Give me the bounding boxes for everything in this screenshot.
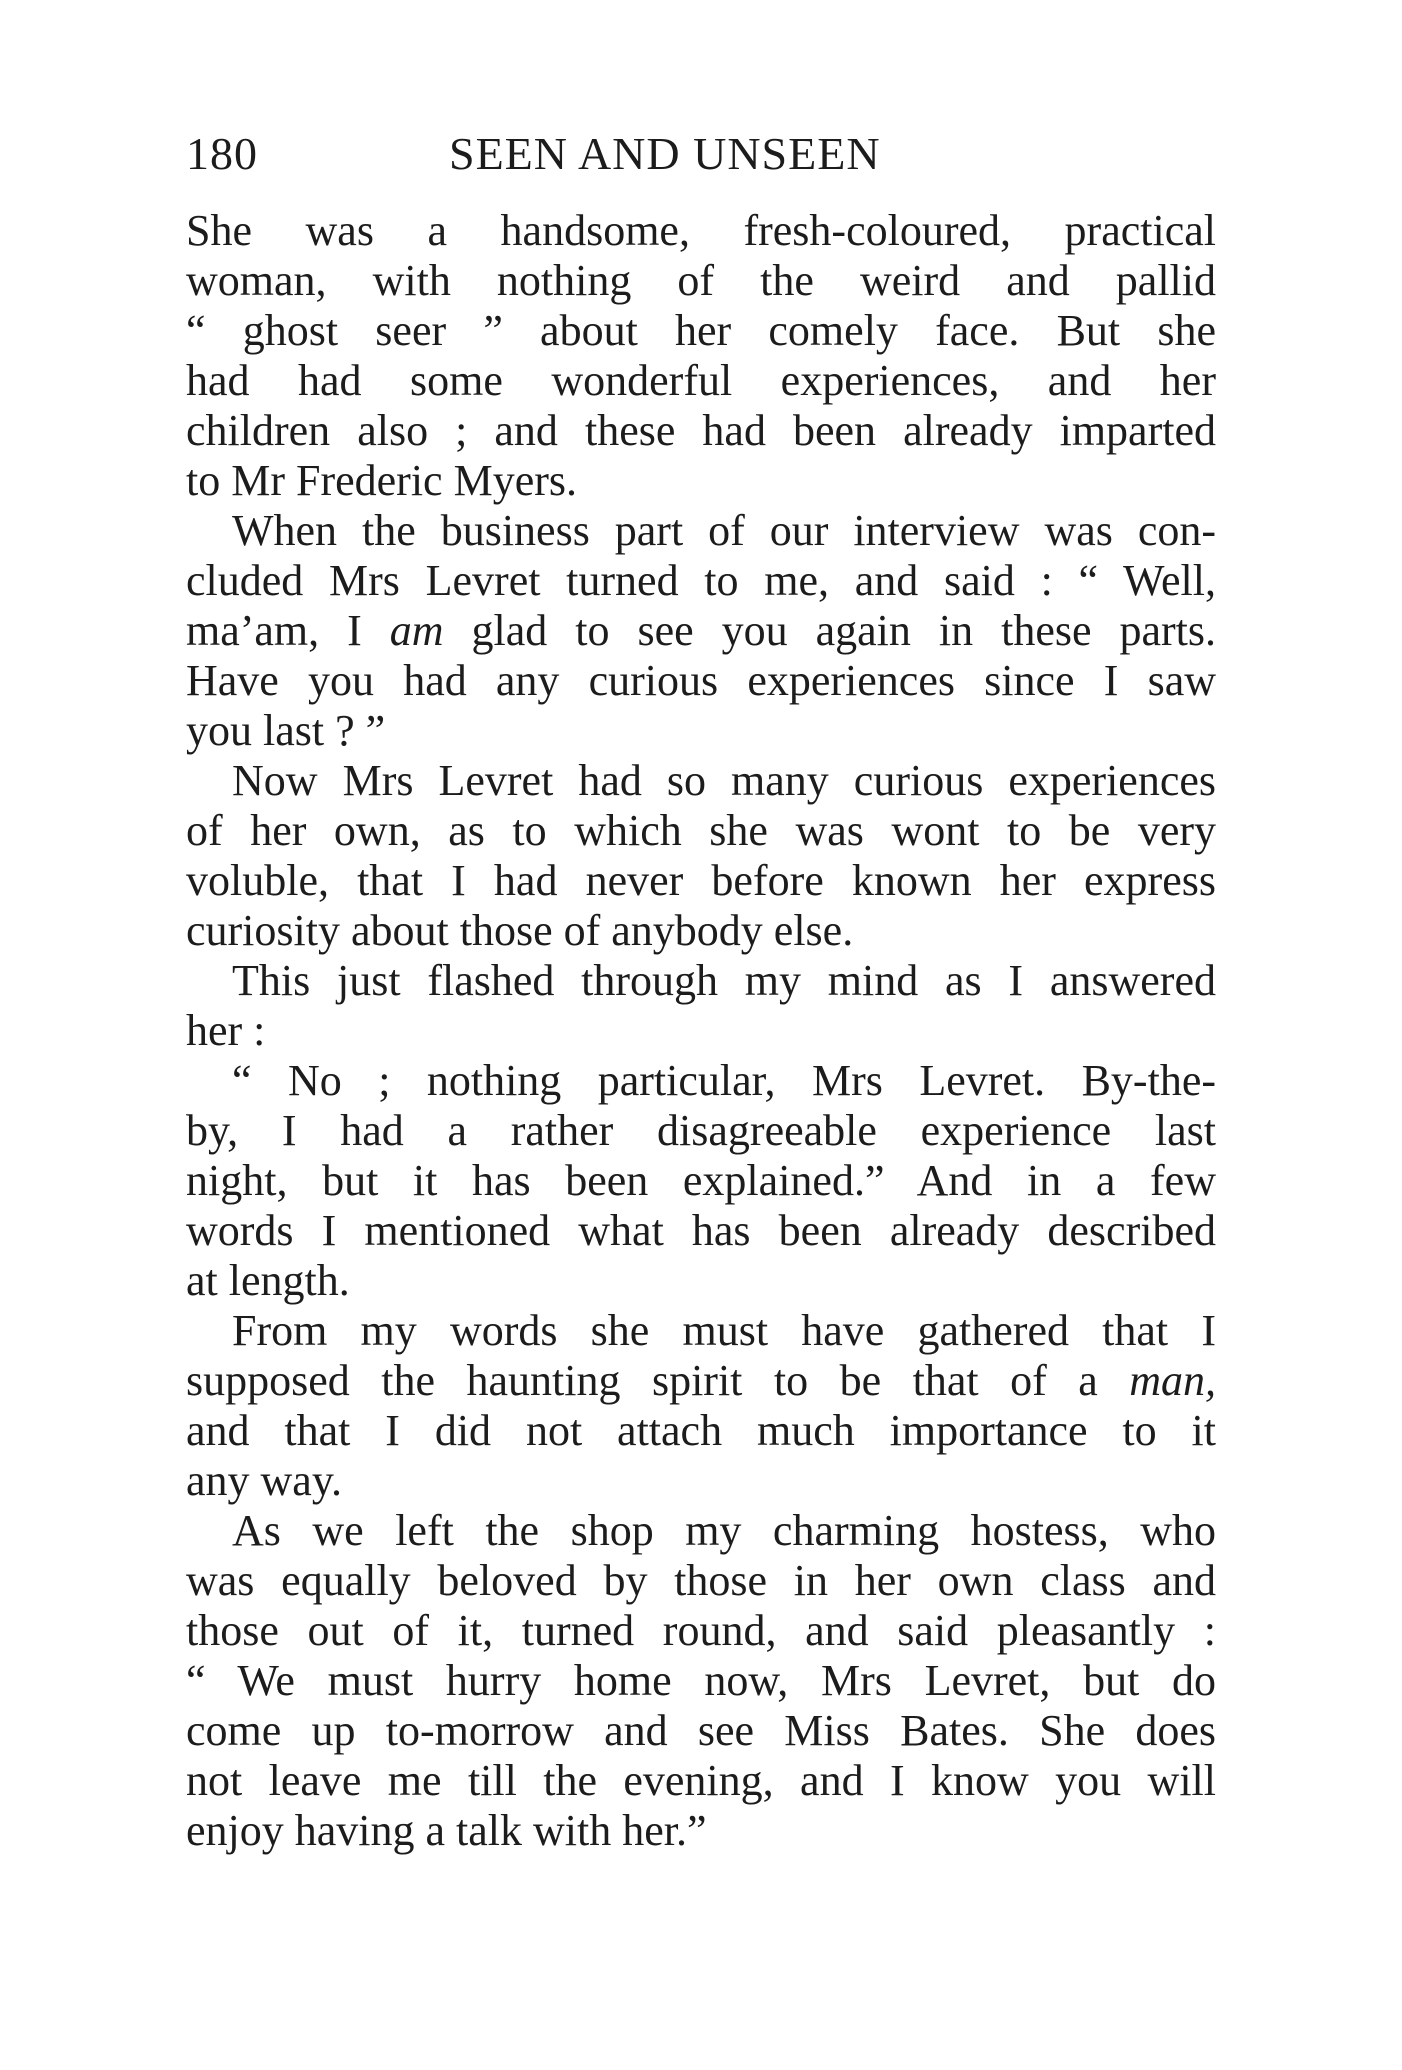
text-line: was equally beloved by those in her own class and — [186, 1556, 1216, 1605]
text-line: words I mentioned what has been already described — [186, 1206, 1216, 1255]
text-line: of her own, as to which she was wont to be very — [186, 806, 1216, 855]
page-number: 180 — [186, 128, 258, 179]
text-line: you last ? ” — [186, 706, 386, 755]
text-line: supposed the haunting spirit to be that of a man, — [186, 1356, 1216, 1405]
text-line: cluded Mrs Levret turned to me, and said : “ Well, — [186, 556, 1216, 605]
text-line: She was a handsome, fresh-coloured, practical — [186, 206, 1216, 255]
body-text — [186, 206, 1216, 1856]
running-title: SEEN AND UNSEEN — [449, 128, 881, 179]
text-line: “ We must hurry home now, Mrs Levret, but do — [186, 1656, 1216, 1705]
text-line: by, I had a rather disagreeable experience last — [186, 1106, 1216, 1155]
text-line: Have you had any curious experiences since I saw — [186, 656, 1216, 705]
text-line: to Mr Frederic Myers. — [186, 456, 578, 505]
running-head — [186, 124, 1216, 184]
text-line: and that I did not attach much importance to it — [186, 1406, 1216, 1455]
text-line: woman, with nothing of the weird and pallid — [186, 256, 1216, 305]
text-line: curiosity about those of anybody else. — [186, 906, 854, 955]
text-line: come up to-morrow and see Miss Bates. She does — [186, 1706, 1216, 1755]
text-line: enjoy having a talk with her.” — [186, 1806, 707, 1855]
paragraph-start-line: Now Mrs Levret had so many curious experiences — [232, 756, 1216, 805]
paragraph-start-line: From my words she must have gathered that I — [232, 1306, 1216, 1355]
text-line: children also ; and these had been already imparted — [186, 406, 1216, 455]
text-line: any way. — [186, 1456, 342, 1505]
italic-emphasis: am — [389, 606, 444, 655]
paragraph-start-line: “ No ; nothing particular, Mrs Levret. By-the- — [232, 1056, 1216, 1105]
text-line: her : — [186, 1006, 266, 1055]
text-line: night, but it has been explained.” And in a few — [186, 1156, 1216, 1205]
text-line: “ ghost seer ” about her comely face. But she — [186, 306, 1216, 355]
text-line: had had some wonderful experiences, and her — [186, 356, 1216, 405]
paragraph-start-line: This just flashed through my mind as I answered — [232, 956, 1216, 1005]
text-line: those out of it, turned round, and said pleasantly : — [186, 1606, 1216, 1655]
text-line: at length. — [186, 1256, 350, 1305]
italic-emphasis: man, — [1129, 1356, 1216, 1405]
text-line: not leave me till the evening, and I know you will — [186, 1756, 1216, 1805]
text-line: voluble, that I had never before known her express — [186, 856, 1216, 905]
paragraph-start-line: As we left the shop my charming hostess, who — [232, 1506, 1216, 1555]
text-line: ma’am, I am glad to see you again in these parts. — [186, 606, 1216, 655]
paragraph-start-line: When the business part of our interview was con- — [232, 506, 1216, 555]
